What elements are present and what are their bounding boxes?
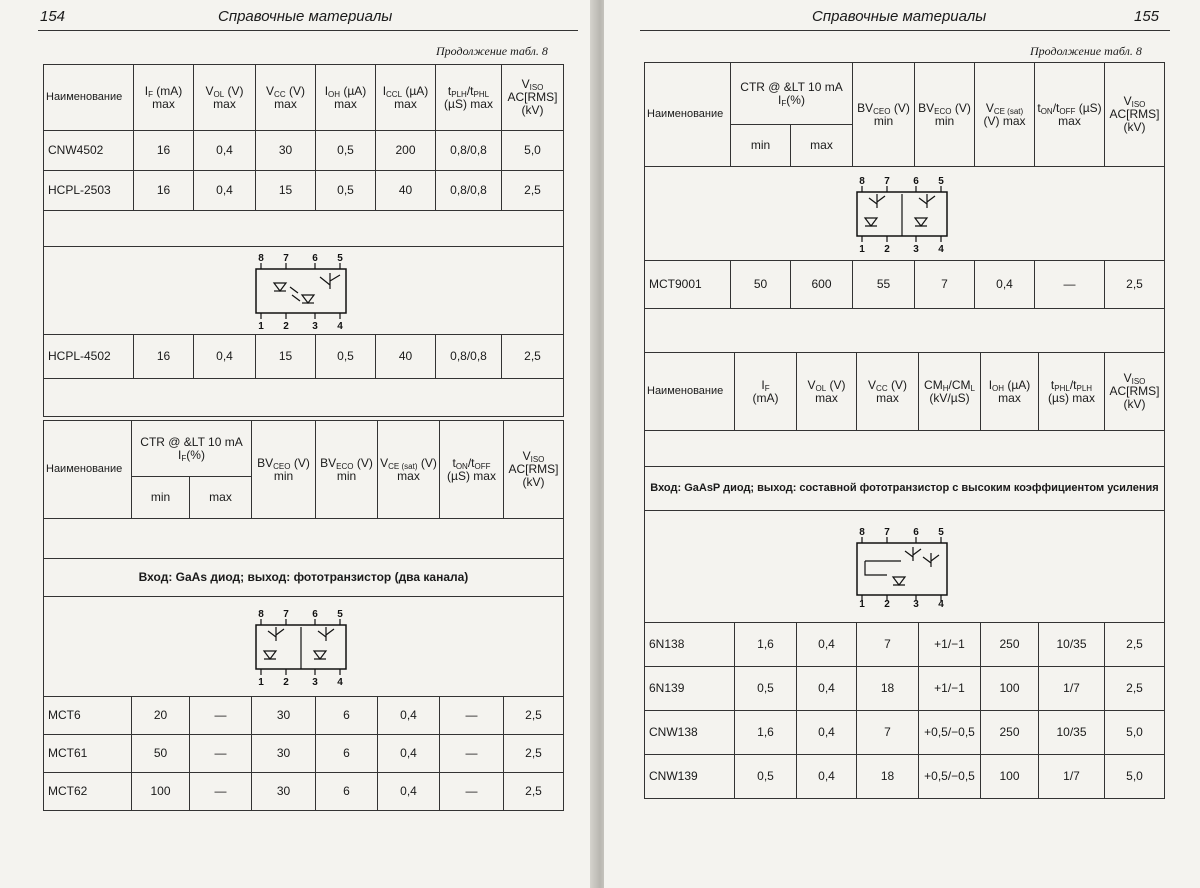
col-header-ioh: $I_{OH}$ (µA) max — [981, 353, 1039, 431]
cell: 6 — [316, 697, 378, 735]
cell: 30 — [252, 735, 316, 773]
col-header-tphl: $t_{PHL}/t_{PLH}$ (µs) max — [1039, 353, 1105, 431]
svg-text:7: 7 — [282, 252, 289, 264]
col-header-viso: $V_{ISO}$ AC[RMS] (kV) — [504, 421, 564, 519]
cell: 0,5 — [735, 755, 797, 799]
pinout-diagram-icon — [244, 251, 364, 331]
col-header-cm: $CM_H/CM_L$ (kV/µS) — [919, 353, 981, 431]
svg-text:8: 8 — [257, 608, 264, 620]
col-header-min: min — [731, 125, 791, 167]
cell: 200 — [376, 131, 436, 171]
cell: 50 — [132, 735, 190, 773]
cell: 7 — [857, 711, 919, 755]
cell: 2,5 — [504, 697, 564, 735]
svg-text:6: 6 — [311, 252, 318, 264]
svg-text:8: 8 — [257, 252, 264, 264]
col-header-max: max — [791, 125, 853, 167]
col-header-ctr: CTR @ &LT 10 mA $I_F(\%)$ — [731, 63, 853, 125]
cell: 0,4 — [797, 755, 857, 799]
section-title-row — [44, 559, 564, 597]
pinout-diagram-icon — [845, 525, 965, 609]
cell: 2,5 — [504, 735, 564, 773]
svg-text:4: 4 — [937, 243, 944, 254]
col-header-min: min — [132, 477, 190, 519]
cell-part: MCT9001 — [645, 261, 731, 309]
svg-text:2: 2 — [883, 598, 890, 609]
cell: 0,4 — [378, 697, 440, 735]
svg-text:5: 5 — [937, 526, 944, 538]
table-row — [44, 171, 564, 211]
svg-text:3: 3 — [311, 676, 318, 687]
cell: 0,4 — [194, 335, 256, 379]
cell-part: 6N138 — [645, 623, 735, 667]
col-header-vol: $V_{OL}$ (V) max — [194, 65, 256, 131]
section-title: Вход: GaAsP диод; выход: составной фототранзистор с высоким коэффициентом усиления — [645, 467, 1165, 511]
cell: 18 — [857, 755, 919, 799]
cell: 0,5 — [316, 335, 376, 379]
col-header-ctr: CTR @ &LT 10 mA $I_F(\%)$ — [132, 421, 252, 477]
cell: 1/7 — [1039, 667, 1105, 711]
col-header-ioh: $I_{OH}$ (µA) max — [316, 65, 376, 131]
cell-part: HCPL-2503 — [44, 171, 134, 211]
cell: 5,0 — [1105, 711, 1165, 755]
continuation-label: Продолжение табл. 8 — [436, 44, 548, 58]
cell: 16 — [134, 335, 194, 379]
svg-text:2: 2 — [282, 676, 289, 687]
svg-text:3: 3 — [912, 598, 919, 609]
col-header-tplh: $t_{PLH}/t_{PHL}$ (µS) max — [436, 65, 502, 131]
cell: +1/−1 — [919, 667, 981, 711]
blank-row — [44, 519, 564, 559]
svg-text:7: 7 — [282, 608, 289, 620]
svg-text:7: 7 — [883, 526, 890, 538]
cell-part: CNW4502 — [44, 131, 134, 171]
col-header-vcesat: $V_{CE (sat)}$ (V) max — [975, 63, 1035, 167]
pinout-cell — [645, 167, 1165, 261]
cell: 10/35 — [1039, 623, 1105, 667]
cell: 0,8/0,8 — [436, 171, 502, 211]
cell: 2,5 — [504, 773, 564, 811]
cell: +1/−1 — [919, 623, 981, 667]
pinout-cell — [645, 511, 1165, 623]
cell: 100 — [132, 773, 190, 811]
continuation-label: Продолжение табл. 8 — [1030, 44, 1142, 58]
cell: — — [440, 697, 504, 735]
svg-text:1: 1 — [858, 598, 865, 609]
cell: — — [440, 735, 504, 773]
cell: 15 — [256, 335, 316, 379]
section-title: Вход: GaAs диод; выход: фототранзистор (два канала) — [44, 559, 564, 597]
col-header-max: max — [190, 477, 252, 519]
col-header-vcesat: $V_{CE (sat)}$ (V) max — [378, 421, 440, 519]
col-header-viso: $V_{ISO}$ AC[RMS] (kV) — [1105, 63, 1165, 167]
col-header-vcc: $V_{CC}$ (V) max — [857, 353, 919, 431]
header-rule — [640, 30, 1170, 31]
col-header-if: $I_F$ (mA) — [735, 353, 797, 431]
cell: 2,5 — [502, 335, 564, 379]
col-header-name: Наименование — [44, 65, 134, 131]
cell: 0,5 — [735, 667, 797, 711]
col-header-bveco: $BV_{ECO}$ (V) min — [915, 63, 975, 167]
table-row — [44, 735, 564, 773]
cell: 20 — [132, 697, 190, 735]
pinout-diagram-icon — [845, 174, 965, 254]
cell: 7 — [857, 623, 919, 667]
cell: 1,6 — [735, 623, 797, 667]
table-row — [645, 755, 1165, 799]
cell: 0,4 — [194, 171, 256, 211]
svg-text:5: 5 — [336, 608, 343, 620]
cell: 2,5 — [1105, 667, 1165, 711]
svg-text:2: 2 — [883, 243, 890, 254]
pinout-cell — [44, 597, 564, 697]
col-header-bvceo: $BV_{CEO}$ (V) min — [252, 421, 316, 519]
col-header-bvceo: $BV_{CEO}$ (V) min — [853, 63, 915, 167]
header-rule — [38, 30, 578, 31]
cell: 1,6 — [735, 711, 797, 755]
cell: 10/35 — [1039, 711, 1105, 755]
cell: 7 — [915, 261, 975, 309]
svg-text:1: 1 — [858, 243, 865, 254]
pinout-diagram-icon — [244, 607, 364, 687]
col-header-bveco: $BV_{ECO}$ (V) min — [316, 421, 378, 519]
cell-part: CNW138 — [645, 711, 735, 755]
table-header-row — [44, 421, 564, 477]
cell-part: HCPL-4502 — [44, 335, 134, 379]
cell: 55 — [853, 261, 915, 309]
table-header-row — [645, 63, 1165, 125]
cell: +0,5/−0,5 — [919, 755, 981, 799]
cell: 40 — [376, 335, 436, 379]
pinout-cell — [44, 247, 564, 335]
cell: 1/7 — [1039, 755, 1105, 799]
blank-row — [645, 309, 1165, 353]
col-header-name: Наименование — [645, 353, 735, 431]
cell: 0,4 — [194, 131, 256, 171]
cell: 0,5 — [316, 171, 376, 211]
cell-part: CNW139 — [645, 755, 735, 799]
cell: 30 — [252, 697, 316, 735]
cell: 2,5 — [502, 171, 564, 211]
pinout-row — [645, 167, 1165, 261]
col-header-vcc: $V_{CC}$ (V) max — [256, 65, 316, 131]
section-title-row — [645, 467, 1165, 511]
cell: — — [190, 773, 252, 811]
cell: 0,4 — [797, 623, 857, 667]
table-row — [645, 623, 1165, 667]
cell: 6 — [316, 735, 378, 773]
page-number: 154 — [40, 8, 66, 25]
svg-text:6: 6 — [912, 175, 919, 187]
cell: 250 — [981, 711, 1039, 755]
svg-text:5: 5 — [336, 252, 343, 264]
cell-part: 6N139 — [645, 667, 735, 711]
table-row — [44, 773, 564, 811]
table-row — [645, 261, 1165, 309]
page-154 — [0, 0, 596, 888]
cell: 0,8/0,8 — [436, 335, 502, 379]
pinout-row — [44, 597, 564, 697]
table-high-gain — [644, 352, 1165, 799]
col-header-iccl: $I_{CCL}$ (µA) max — [376, 65, 436, 131]
cell: 16 — [134, 171, 194, 211]
running-title: Справочные материалы — [812, 8, 987, 25]
svg-text:1: 1 — [257, 676, 264, 687]
table-output-logic — [43, 64, 564, 417]
table-row — [645, 711, 1165, 755]
cell: 100 — [981, 667, 1039, 711]
table-row — [44, 335, 564, 379]
blank-row — [44, 211, 564, 247]
svg-text:6: 6 — [912, 526, 919, 538]
svg-text:4: 4 — [336, 676, 343, 687]
table-header-row — [645, 353, 1165, 431]
svg-text:3: 3 — [912, 243, 919, 254]
page-number: 155 — [1134, 8, 1160, 25]
table-row — [44, 697, 564, 735]
cell: 18 — [857, 667, 919, 711]
cell: 15 — [256, 171, 316, 211]
cell: +0,5/−0,5 — [919, 711, 981, 755]
pinout-row — [645, 511, 1165, 623]
cell: — — [440, 773, 504, 811]
col-header-name: Наименование — [44, 421, 132, 519]
svg-text:4: 4 — [937, 598, 944, 609]
svg-text:8: 8 — [858, 175, 865, 187]
svg-text:6: 6 — [311, 608, 318, 620]
cell: 50 — [731, 261, 791, 309]
svg-text:1: 1 — [257, 320, 264, 331]
cell: 100 — [981, 755, 1039, 799]
svg-text:8: 8 — [858, 526, 865, 538]
cell: 0,4 — [797, 667, 857, 711]
cell: 30 — [252, 773, 316, 811]
table-darlington-dual — [644, 62, 1165, 353]
table-row — [645, 667, 1165, 711]
cell: 0,4 — [378, 773, 440, 811]
cell: 5,0 — [502, 131, 564, 171]
svg-text:7: 7 — [883, 175, 890, 187]
blank-row — [645, 431, 1165, 467]
cell: 5,0 — [1105, 755, 1165, 799]
cell: 40 — [376, 171, 436, 211]
blank-row — [44, 379, 564, 417]
table-header-row — [44, 65, 564, 131]
col-header-name: Наименование — [645, 63, 731, 167]
cell: — — [190, 735, 252, 773]
cell: 16 — [134, 131, 194, 171]
cell: 2,5 — [1105, 261, 1165, 309]
cell-part: MCT6 — [44, 697, 132, 735]
pinout-row — [44, 247, 564, 335]
svg-text:3: 3 — [311, 320, 318, 331]
cell: 2,5 — [1105, 623, 1165, 667]
cell: 0,8/0,8 — [436, 131, 502, 171]
cell: 0,5 — [316, 131, 376, 171]
col-header-viso: $V_{ISO}$ AC[RMS] (kV) — [1105, 353, 1165, 431]
page-155 — [604, 0, 1200, 888]
cell-part: MCT61 — [44, 735, 132, 773]
cell: 600 — [791, 261, 853, 309]
col-header-viso: $V_{ISO}$ AC[RMS] (kV) — [502, 65, 564, 131]
col-header-ton: $t_{ON}/t_{OFF}$ (µS) max — [1035, 63, 1105, 167]
col-header-vol: $V_{OL}$ (V) max — [797, 353, 857, 431]
svg-text:4: 4 — [336, 320, 343, 331]
cell: — — [1035, 261, 1105, 309]
cell: 0,4 — [797, 711, 857, 755]
table-phototransistor — [43, 420, 564, 811]
running-title: Справочные материалы — [218, 8, 393, 25]
cell: 0,4 — [975, 261, 1035, 309]
cell: 6 — [316, 773, 378, 811]
cell-part: MCT62 — [44, 773, 132, 811]
svg-text:2: 2 — [282, 320, 289, 331]
svg-text:5: 5 — [937, 175, 944, 187]
cell: 0,4 — [378, 735, 440, 773]
col-header-ton: $t_{ON}/t_{OFF}$ (µS) max — [440, 421, 504, 519]
cell: — — [190, 697, 252, 735]
col-header-if: $I_F$ (mA) max — [134, 65, 194, 131]
table-row — [44, 131, 564, 171]
cell: 250 — [981, 623, 1039, 667]
cell: 30 — [256, 131, 316, 171]
